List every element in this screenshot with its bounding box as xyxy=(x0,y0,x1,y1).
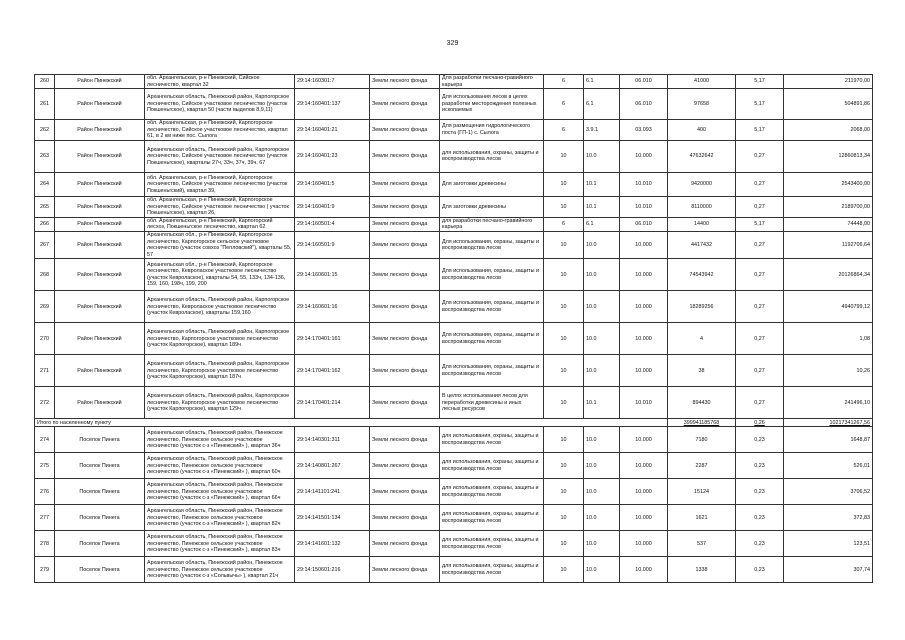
area-cell: 38 xyxy=(668,355,736,387)
land-category-cell: Земли лесного фонда xyxy=(370,479,440,505)
use-code-cell: 10.0 xyxy=(584,140,620,172)
rate-cell: 5,17 xyxy=(736,89,784,120)
rate-cell: 0,27 xyxy=(736,196,784,217)
land-category-cell: Земли лесного фонда xyxy=(370,291,440,323)
area-cell: 537 xyxy=(668,531,736,557)
area-cell: 1621 xyxy=(668,505,736,531)
address-cell: обл. Архангельская, р-н Пинежский, Карпогорское лесничество, Сийское участковое лесничество, квартал 61, в 2 км ниже пос. Сылога xyxy=(145,120,295,141)
use-code-cell: 10.0 xyxy=(584,531,620,557)
address-cell: Архангельская область, Пинежский район, Пинежское лесничество, Пинежское сельское участковое лесничество (участок с-з «Пинежский» ), квартал 83ч xyxy=(145,531,295,557)
use-group-cell: 10 xyxy=(544,505,584,531)
use-subcode-cell: 03.093 xyxy=(620,120,668,141)
settlement-cell: Район Пинежский xyxy=(55,291,145,323)
settlement-cell: Район Пинежский xyxy=(55,259,145,291)
use-group-cell: 10 xyxy=(544,140,584,172)
cadastral-value-table xyxy=(34,74,873,583)
permitted-use-cell: для использования, охраны, защиты и воспроизводства лесов xyxy=(440,505,544,531)
cadastral-value-cell: 2543400,00 xyxy=(784,172,873,196)
table-row xyxy=(35,196,873,217)
rate-cell: 0,27 xyxy=(736,172,784,196)
cadastral-value-cell: 20126864,34 xyxy=(784,259,873,291)
permitted-use-cell: Для использования лесов в целях разработки месторождения полезных ископаемых xyxy=(440,89,544,120)
cadastral-number-cell: 29:14:150601:216 xyxy=(295,557,370,583)
use-subcode-cell: 10.000 xyxy=(620,259,668,291)
rate-cell: 0,23 xyxy=(736,531,784,557)
area-cell: 894430 xyxy=(668,387,736,419)
use-subcode-cell: 10.000 xyxy=(620,531,668,557)
permitted-use-cell: для использования, охраны, защиты и воспроизводства лесов xyxy=(440,531,544,557)
address-cell: обл. Архангельская, р-н Пинежский, Карпогорское лесничество, Сийское участковое лесничество ( участок Покшеньгское), квартал 26, xyxy=(145,196,295,217)
use-code-cell: 10.0 xyxy=(584,291,620,323)
land-category-cell: Земли лесного фонда xyxy=(370,120,440,141)
cadastral-number-cell: 29:14:141501:134 xyxy=(295,505,370,531)
permitted-use-cell: В целях использования лесов для переработки древесины и иных лесных ресурсов xyxy=(440,387,544,419)
use-code-cell: 10.1 xyxy=(584,172,620,196)
address-cell: Архангельская область, Пинежский район, Пинежское лесничество, Пинежское сельское участковое лесничество (участок с-з «Пинежский» ), квартал 36ч xyxy=(145,427,295,453)
table-row xyxy=(35,479,873,505)
use-code-cell: 3.9.1 xyxy=(584,120,620,141)
use-group-cell: 6 xyxy=(544,217,584,231)
use-group-cell: 10 xyxy=(544,196,584,217)
rate-cell: 0,27 xyxy=(736,140,784,172)
address-cell: Архангельская область, Пинежский район, Карпогорское лесничество, Карпогорское участковое лесничество (участок Карпогорское), квартал 189ч xyxy=(145,323,295,355)
row-number-cell: 279 xyxy=(35,557,55,583)
rate-cell: 0,23 xyxy=(736,505,784,531)
cadastral-number-cell: 29:14:160301:7 xyxy=(295,75,370,89)
permitted-use-cell: для разработки песчано-гравийного карьера xyxy=(440,217,544,231)
permitted-use-cell: Для использования, охраны, защиты и воспроизводства лесов xyxy=(440,259,544,291)
row-number-cell: 272 xyxy=(35,387,55,419)
settlement-cell: Район Пинежский xyxy=(55,387,145,419)
land-category-cell: Земли лесного фонда xyxy=(370,89,440,120)
address-cell: Архангельская область, Пинежский район, Пинежское лесничество, Пинежское сельское участковое лесничество (участок с-з «Пинежский» ), квартал 60ч xyxy=(145,453,295,479)
use-group-cell: 10 xyxy=(544,355,584,387)
cadastral-number-cell: 29:14:160601:15 xyxy=(295,259,370,291)
rate-cell: 5,17 xyxy=(736,217,784,231)
address-cell: Архангельская обл., р-н Пинежский, Карпогорское лесничество, Карпогорское сельское участковое лесничество (участок совхоз "Пепловский"), кварталы 55, 57 xyxy=(145,231,295,258)
address-cell: Архангельская область, Пинежский район, Карпогорское лесничество, Карпогорское участковое лесничество (участок Карпогорское), квартал 187ч xyxy=(145,355,295,387)
row-number-cell: 266 xyxy=(35,217,55,231)
subtotal-row xyxy=(35,419,873,427)
permitted-use-cell: Для заготовки древесины xyxy=(440,196,544,217)
rate-cell: 0,23 xyxy=(736,453,784,479)
cadastral-number-cell: 29:14:170401:161 xyxy=(295,323,370,355)
use-group-cell: 10 xyxy=(544,172,584,196)
use-subcode-cell: 10.000 xyxy=(620,505,668,531)
settlement-cell: Район Пинежский xyxy=(55,196,145,217)
settlement-cell: Район Пинежский xyxy=(55,89,145,120)
rate-cell: 0,23 xyxy=(736,427,784,453)
cadastral-value-cell: 211970,00 xyxy=(784,75,873,89)
use-code-cell: 10.1 xyxy=(584,196,620,217)
cadastral-value-cell: 12860813,34 xyxy=(784,140,873,172)
land-category-cell: Земли лесного фонда xyxy=(370,387,440,419)
address-cell: обл. Архангельская, р-н Пинежский, Сийское лесничество, квартал 32 xyxy=(145,75,295,89)
area-cell: 74543942 xyxy=(668,259,736,291)
use-code-cell: 10.0 xyxy=(584,479,620,505)
cadastral-value-cell: 1192706,64 xyxy=(784,231,873,258)
row-number-cell: 276 xyxy=(35,479,55,505)
permitted-use-cell: для использования, охраны, защиты и воспроизводства лесов xyxy=(440,557,544,583)
row-number-cell: 271 xyxy=(35,355,55,387)
rate-cell: 5,17 xyxy=(736,120,784,141)
table-row xyxy=(35,75,873,89)
use-group-cell: 10 xyxy=(544,323,584,355)
cadastral-number-cell: 29:14:140801:267 xyxy=(295,453,370,479)
address-cell: Архангельская область, Пинежский район, Карпогорское лесничество, Карпогорское участковое лесничество (участок Карпогорское), квартал 129ч xyxy=(145,387,295,419)
row-number-cell: 260 xyxy=(35,75,55,89)
area-cell: 97658 xyxy=(668,89,736,120)
area-cell: 47632642 xyxy=(668,140,736,172)
area-cell: 1338 xyxy=(668,557,736,583)
table-row xyxy=(35,89,873,120)
use-subcode-cell: 06.010 xyxy=(620,217,668,231)
land-category-cell: Земли лесного фонда xyxy=(370,172,440,196)
cadastral-number-cell: 29:14:160401:137 xyxy=(295,89,370,120)
use-subcode-cell: 10.010 xyxy=(620,172,668,196)
permitted-use-cell: Для использования, охраны, защиты и воспроизводства лесов xyxy=(440,291,544,323)
use-subcode-cell: 10.000 xyxy=(620,231,668,258)
table-row xyxy=(35,427,873,453)
subtotal-area: 399941185768 xyxy=(668,419,736,427)
row-number-cell: 270 xyxy=(35,323,55,355)
cadastral-number-cell: 29:14:160401:5 xyxy=(295,172,370,196)
address-cell: Архангельская область, Пинежский район, Карпогорское лесничество, Кевролаское участковое лесничество (участок Кевролаское), кварталы 159,160 xyxy=(145,291,295,323)
settlement-cell: Район Пинежский xyxy=(55,140,145,172)
rate-cell: 0,27 xyxy=(736,387,784,419)
cadastral-number-cell: 29:14:170401:162 xyxy=(295,355,370,387)
row-number-cell: 261 xyxy=(35,89,55,120)
row-number-cell: 269 xyxy=(35,291,55,323)
table-row xyxy=(35,259,873,291)
cadastral-number-cell: 29:14:170401:214 xyxy=(295,387,370,419)
use-code-cell: 10.0 xyxy=(584,323,620,355)
cadastral-value-cell: 1648,87 xyxy=(784,427,873,453)
address-cell: Архангельская область, Пинежский район, Карпогорское лесничество, Сийское участковое лесничество (участок Покшеньгское), кварталы 27ч, 33ч, 37ч, 39ч, 67 xyxy=(145,140,295,172)
address-cell: Архангельская обл., р-н Пинежский, Карпогорское лесничество, Кевролаское участковое лесничество (участок Кевролаское), кварталы 54, 55, 133ч, 134-136, 159, 160, 198ч, 199, 200 xyxy=(145,259,295,291)
use-code-cell: 10.0 xyxy=(584,557,620,583)
cadastral-value-cell: 10,26 xyxy=(784,355,873,387)
land-category-cell: Земли лесного фонда xyxy=(370,217,440,231)
area-cell: 2287 xyxy=(668,453,736,479)
use-group-cell: 10 xyxy=(544,453,584,479)
table-row xyxy=(35,355,873,387)
use-subcode-cell: 10.000 xyxy=(620,291,668,323)
area-cell: 4 xyxy=(668,323,736,355)
use-group-cell: 6 xyxy=(544,120,584,141)
cadastral-value-cell: 504891,86 xyxy=(784,89,873,120)
cadastral-value-cell: 372,83 xyxy=(784,505,873,531)
land-category-cell: Земли лесного фонда xyxy=(370,453,440,479)
subtotal-rate: 0,26 xyxy=(736,419,784,427)
rate-cell: 5,17 xyxy=(736,75,784,89)
land-category-cell: Земли лесного фонда xyxy=(370,505,440,531)
settlement-cell: Район Пинежский xyxy=(55,217,145,231)
page-number: 329 xyxy=(446,40,459,47)
cadastral-value-cell: 2189700,00 xyxy=(784,196,873,217)
land-category-cell: Земли лесного фонда xyxy=(370,323,440,355)
address-cell: Архангельская область, Пинежский район, Карпогорское лесничество, Сийское участковое лесничество (участок Покшеньгское), квартал 50 (части выделов 8,9,11) xyxy=(145,89,295,120)
rate-cell: 0,27 xyxy=(736,323,784,355)
permitted-use-cell: Для использования, охраны, защиты и воспроизводства лесов xyxy=(440,355,544,387)
area-cell: 14400 xyxy=(668,217,736,231)
cadastral-number-cell: 29:14:160501:9 xyxy=(295,231,370,258)
table-row xyxy=(35,505,873,531)
cadastral-number-cell: 29:14:160501:4 xyxy=(295,217,370,231)
cadastral-value-cell: 4940799,12 xyxy=(784,291,873,323)
subtotal-label: Итого по населенному пункту xyxy=(35,419,668,427)
area-cell: 18289256 xyxy=(668,291,736,323)
cadastral-value-cell: 2068,00 xyxy=(784,120,873,141)
use-code-cell: 10.1 xyxy=(584,387,620,419)
settlement-cell: Район Пинежский xyxy=(55,172,145,196)
area-cell: 9420000 xyxy=(668,172,736,196)
settlement-cell: Поселок Пинега xyxy=(55,453,145,479)
cadastral-value-cell: 526,01 xyxy=(784,453,873,479)
land-category-cell: Земли лесного фонда xyxy=(370,231,440,258)
cadastral-number-cell: 29:14:140301:311 xyxy=(295,427,370,453)
use-group-cell: 10 xyxy=(544,291,584,323)
rate-cell: 0,27 xyxy=(736,291,784,323)
use-code-cell: 10.0 xyxy=(584,259,620,291)
land-category-cell: Земли лесного фонда xyxy=(370,355,440,387)
table-row xyxy=(35,172,873,196)
use-code-cell: 10.0 xyxy=(584,355,620,387)
settlement-cell: Поселок Пинега xyxy=(55,531,145,557)
use-subcode-cell: 10.000 xyxy=(620,557,668,583)
cadastral-number-cell: 29:14:160601:16 xyxy=(295,291,370,323)
use-code-cell: 10.0 xyxy=(584,231,620,258)
use-group-cell: 10 xyxy=(544,387,584,419)
settlement-cell: Район Пинежский xyxy=(55,120,145,141)
permitted-use-cell: для использования, охраны, защиты и воспроизводства лесов xyxy=(440,479,544,505)
use-group-cell: 6 xyxy=(544,89,584,120)
use-code-cell: 6.1 xyxy=(584,217,620,231)
table-row xyxy=(35,291,873,323)
table-row xyxy=(35,557,873,583)
settlement-cell: Район Пинежский xyxy=(55,75,145,89)
use-group-cell: 10 xyxy=(544,259,584,291)
settlement-cell: Район Пинежский xyxy=(55,323,145,355)
rate-cell: 0,27 xyxy=(736,231,784,258)
cadastral-number-cell: 29:14:141101:241 xyxy=(295,479,370,505)
cadastral-value-cell: 123,51 xyxy=(784,531,873,557)
settlement-cell: Поселок Пинега xyxy=(55,427,145,453)
use-code-cell: 10.0 xyxy=(584,505,620,531)
use-subcode-cell: 06.010 xyxy=(620,89,668,120)
area-cell: 7180 xyxy=(668,427,736,453)
area-cell: 400 xyxy=(668,120,736,141)
subtotal-value: 10217341267,56 xyxy=(784,419,873,427)
permitted-use-cell: для использования, охраны, защиты и воспроизводства лесов xyxy=(440,427,544,453)
permitted-use-cell: для использования, охраны, защиты и воспроизводства лесов xyxy=(440,453,544,479)
cadastral-number-cell: 29:14:141601:132 xyxy=(295,531,370,557)
cadastral-value-cell: 3706,52 xyxy=(784,479,873,505)
use-group-cell: 10 xyxy=(544,557,584,583)
permitted-use-cell: для использования, охраны, защиты и воспроизводства лесов xyxy=(440,140,544,172)
cadastral-value-cell: 1,08 xyxy=(784,323,873,355)
area-cell: 15124 xyxy=(668,479,736,505)
use-code-cell: 6.1 xyxy=(584,75,620,89)
row-number-cell: 277 xyxy=(35,505,55,531)
use-group-cell: 10 xyxy=(544,427,584,453)
settlement-cell: Поселок Пинега xyxy=(55,505,145,531)
use-group-cell: 10 xyxy=(544,231,584,258)
use-code-cell: 10.0 xyxy=(584,453,620,479)
table-body xyxy=(35,75,873,583)
cadastral-value-cell: 241496,10 xyxy=(784,387,873,419)
rate-cell: 0,23 xyxy=(736,479,784,505)
use-subcode-cell: 10.000 xyxy=(620,427,668,453)
land-category-cell: Земли лесного фонда xyxy=(370,140,440,172)
table-row xyxy=(35,453,873,479)
use-group-cell: 10 xyxy=(544,479,584,505)
use-subcode-cell: 10.000 xyxy=(620,140,668,172)
use-code-cell: 10.0 xyxy=(584,427,620,453)
settlement-cell: Район Пинежский xyxy=(55,231,145,258)
area-cell: 8110000 xyxy=(668,196,736,217)
area-cell: 4417432 xyxy=(668,231,736,258)
use-subcode-cell: 06.010 xyxy=(620,75,668,89)
permitted-use-cell: Для разработки песчано-гравийного карьера xyxy=(440,75,544,89)
table-row xyxy=(35,531,873,557)
cadastral-number-cell: 29:14:160401:23 xyxy=(295,140,370,172)
use-subcode-cell: 10.000 xyxy=(620,453,668,479)
row-number-cell: 275 xyxy=(35,453,55,479)
address-cell: Архангельская область, Пинежский район, Пинежское лесничество, Пинежское сельское участковое лесничество (участок с-з «Сольвычь» ), квартал 21ч xyxy=(145,557,295,583)
land-category-cell: Земли лесного фонда xyxy=(370,531,440,557)
use-code-cell: 6.1 xyxy=(584,89,620,120)
row-number-cell: 265 xyxy=(35,196,55,217)
use-subcode-cell: 10.010 xyxy=(620,196,668,217)
permitted-use-cell: Для использования, охраны, защиты и воспроизводства лесов xyxy=(440,323,544,355)
table-row xyxy=(35,217,873,231)
rate-cell: 0,27 xyxy=(736,355,784,387)
cadastral-value-cell: 74448,00 xyxy=(784,217,873,231)
address-cell: Архангельская область, Пинежский район, Пинежское лесничество, Пинежское сельское участковое лесничество (участок с-з «Пинежский» ), квартал 66ч xyxy=(145,479,295,505)
land-category-cell: Земли лесного фонда xyxy=(370,427,440,453)
rate-cell: 0,27 xyxy=(736,259,784,291)
settlement-cell: Поселок Пинега xyxy=(55,557,145,583)
area-cell: 41000 xyxy=(668,75,736,89)
land-category-cell: Земли лесного фонда xyxy=(370,196,440,217)
table-row xyxy=(35,120,873,141)
settlement-cell: Район Пинежский xyxy=(55,355,145,387)
cadastral-number-cell: 29:14:160401:9 xyxy=(295,196,370,217)
cadastral-value-cell: 307,74 xyxy=(784,557,873,583)
address-cell: Архангельская область, Пинежский район, Пинежское лесничество, Пинежское сельское участковое лесничество (участок с-з «Пинежский» ), квартал 82ч xyxy=(145,505,295,531)
table-row xyxy=(35,323,873,355)
row-number-cell: 278 xyxy=(35,531,55,557)
land-category-cell: Земли лесного фонда xyxy=(370,75,440,89)
use-subcode-cell: 10.000 xyxy=(620,479,668,505)
rate-cell: 0,23 xyxy=(736,557,784,583)
cadastral-number-cell: 29:14:160401:21 xyxy=(295,120,370,141)
use-subcode-cell: 10.000 xyxy=(620,323,668,355)
row-number-cell: 267 xyxy=(35,231,55,258)
use-group-cell: 10 xyxy=(544,531,584,557)
address-cell: обл. Архангельская, р-н Пинежский, Карпогорское лесничество, Сийское участковое лесничество (участок Покшеньгский), квартал 39, xyxy=(145,172,295,196)
land-category-cell: Земли лесного фонда xyxy=(370,557,440,583)
row-number-cell: 263 xyxy=(35,140,55,172)
row-number-cell: 262 xyxy=(35,120,55,141)
land-category-cell: Земли лесного фонда xyxy=(370,259,440,291)
table-row xyxy=(35,140,873,172)
permitted-use-cell: Для размещения гидрологического поста (ГП-1) с. Сылога xyxy=(440,120,544,141)
permitted-use-cell: Для заготовки древесины xyxy=(440,172,544,196)
row-number-cell: 274 xyxy=(35,427,55,453)
permitted-use-cell: Для использования, охраны, защиты и воспроизводства лесов xyxy=(440,231,544,258)
row-number-cell: 268 xyxy=(35,259,55,291)
use-group-cell: 6 xyxy=(544,75,584,89)
use-subcode-cell: 10.010 xyxy=(620,387,668,419)
settlement-cell: Поселок Пинега xyxy=(55,479,145,505)
use-subcode-cell: 10.000 xyxy=(620,355,668,387)
row-number-cell: 264 xyxy=(35,172,55,196)
table-row xyxy=(35,387,873,419)
table-row xyxy=(35,231,873,258)
address-cell: обл. Архангельская, р-н Пинежский, Карпогорский лесхоз, Покшеньгское лесничество, квартал 62 xyxy=(145,217,295,231)
